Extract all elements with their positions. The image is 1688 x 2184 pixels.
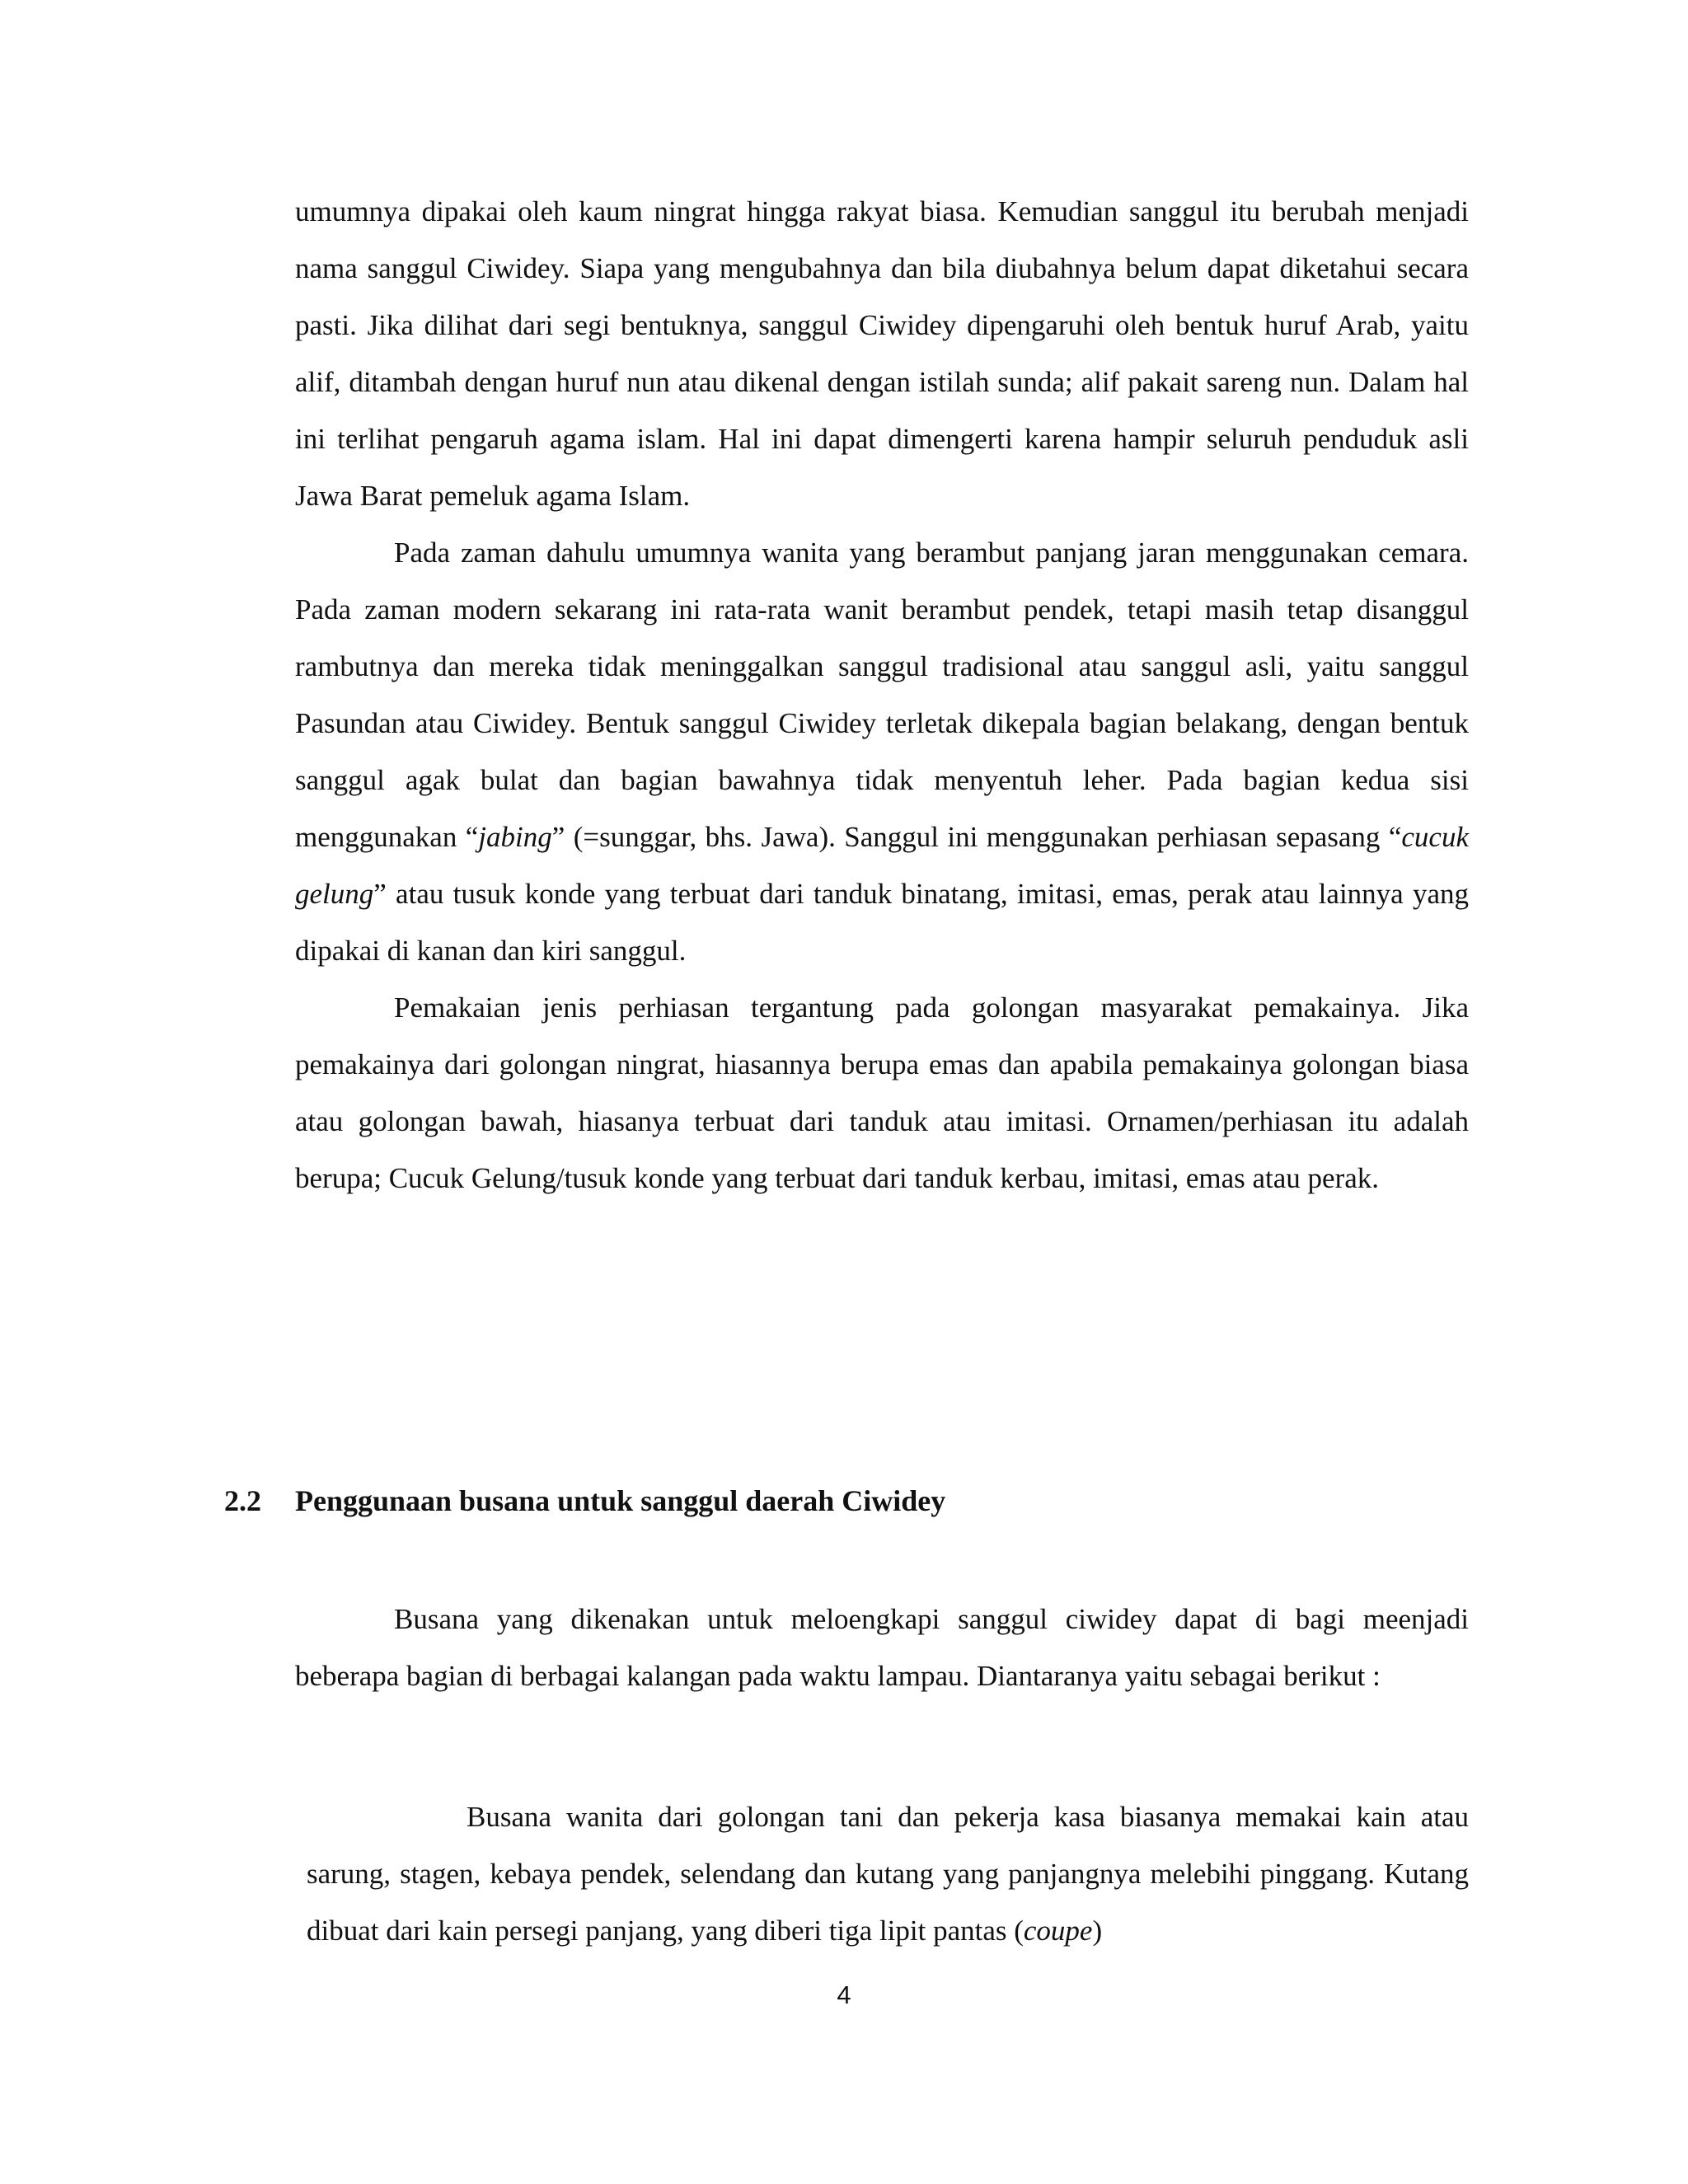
body-text-block bbox=[295, 183, 1469, 1207]
section-heading bbox=[224, 1483, 945, 1518]
paragraph-busana-intro: Busana yang dikenakan untuk meloengkapi sanggul ciwidey dapat di bagi meenjadi beberapa bagian di berbagai kalangan pada waktu lampau. Diantaranya yaitu sebagai berikut : bbox=[295, 1603, 1469, 1692]
term-cucuk-gelung: cucuk gelung bbox=[295, 821, 1469, 910]
paragraph-text: ” atau tusuk konde yang terbuat dari tanduk binatang, imitasi, emas, perak atau lainnya yang dipakai di kanan dan kiri sanggul. bbox=[295, 878, 1469, 967]
paragraph-text: ” (=sunggar, bhs. Jawa). Sanggul ini menggunakan perhiasan sepasang “ bbox=[551, 821, 1402, 853]
section-number: 2.2 bbox=[224, 1484, 261, 1517]
paragraph-busana-tani bbox=[307, 1788, 1469, 1959]
term-jabing: jabing bbox=[478, 821, 552, 853]
section-title: Penggunaan busana untuk sanggul daerah Ciwidey bbox=[295, 1484, 946, 1517]
paragraph-text: Pada zaman dahulu umumnya wanita yang berambut panjang jaran menggunakan cemara. Pada zaman modern sekarang ini rata-rata wanit berambut pendek, tetapi masih tetap disanggul rambutnya dan mereka tidak meninggalkan sanggul tradisional atau sanggul asli, yaitu sanggul Pasundan atau Ciwidey. Bentuk sanggul Ciwidey terletak dikepala bagian belakang, dengan bentuk sanggul agak bulat dan bagian bawahnya tidak menyentuh leher. Pada bagian kedua sisi menggunakan “ bbox=[295, 537, 1469, 853]
paragraph-text: Busana wanita dari golongan tani dan pekerja kasa biasanya memakai kain atau sarung, stagen, kebaya pendek, selendang dan kutang yang panjangnya melebihi pinggang. Kutang dibuat dari kain persegi panjang, yang diberi tiga lipit pantas ( bbox=[307, 1801, 1469, 1947]
paragraph-sanggul-origin: umumnya dipakai oleh kaum ningrat hingga rakyat biasa. Kemudian sanggul itu berubah menjadi nama sanggul Ciwidey. Siapa yang mengubahnya dan bila diubahnya belum dapat diketahui secara pasti. Jika dilihat dari segi bentuknya, sanggul Ciwidey dipengaruhi oleh bentuk huruf Arab, yaitu alif, ditambah dengan huruf nun atau dikenal dengan istilah sunda; alif pakait sareng nun. Dalam hal ini terlihat pengaruh agama islam. Hal ini dapat dimengerti karena hampir seluruh penduduk asli Jawa Barat pemeluk agama Islam. bbox=[295, 195, 1469, 512]
paragraph-perhiasan: Pemakaian jenis perhiasan tergantung pada golongan masyarakat pemakainya. Jika pemakainya dari golongan ningrat, hiasannya berupa emas dan apabila pemakainya golongan biasa atau golongan bawah, hiasanya terbuat dari tanduk atau imitasi. Ornamen/perhiasan itu adalah berupa; Cucuk Gelung/tusuk konde yang terbuat dari tanduk kerbau, imitasi, emas atau perak. bbox=[295, 991, 1469, 1194]
page-number: 4 bbox=[837, 1980, 851, 2009]
paragraph-text: ) bbox=[1092, 1915, 1103, 1947]
paragraph-sanggul-modern bbox=[295, 524, 1469, 979]
term-coupe: coupe bbox=[1023, 1915, 1093, 1947]
